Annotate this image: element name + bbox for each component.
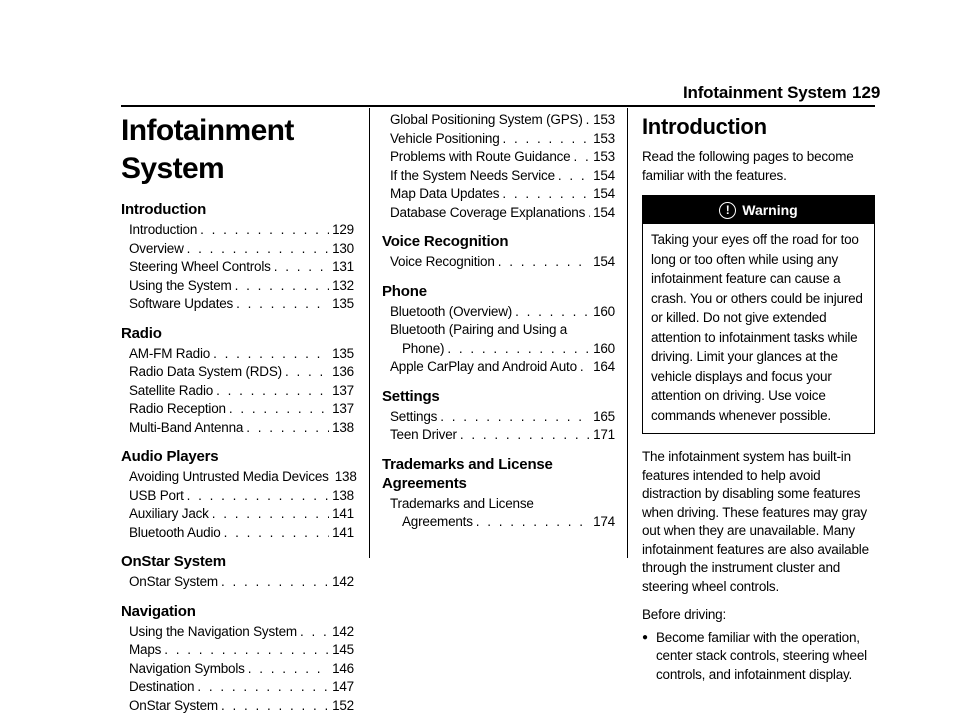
toc-entry-label: Global Positioning System (GPS) <box>390 111 583 130</box>
toc-section-heading: Trademarks and License Agreements <box>382 455 615 493</box>
toc-entry-label: Radio Reception <box>129 400 226 419</box>
toc-entry-page: 145 <box>332 641 354 660</box>
toc-entry <box>382 185 615 204</box>
toc-leader-dots <box>502 185 590 204</box>
introduction-body: The infotainment system has built-in features intended to help avoid distraction by disabling some features when driving. These features may gray out when they are unavailable. Many infotainment features are also available through the instrument cluster and steering wheel controls. <box>642 448 875 596</box>
toc-entry <box>382 130 615 149</box>
toc-section-radio <box>121 324 354 438</box>
before-driving-label: Before driving: <box>642 606 875 625</box>
toc-entry-page: 147 <box>332 678 354 697</box>
toc-leader-dots <box>285 363 329 382</box>
toc-leader-dots <box>246 419 329 438</box>
toc-section-introduction <box>121 200 354 314</box>
toc-entry <box>121 258 354 277</box>
toc-leader-dots <box>235 277 329 296</box>
toc-entry-label: Radio Data System (RDS) <box>129 363 282 382</box>
toc-leader-dots <box>164 641 329 660</box>
toc-entry-page: 142 <box>332 623 354 642</box>
toc-section-phone <box>382 282 615 377</box>
toc-entry-label: Settings <box>390 408 437 427</box>
toc-entry-page: 142 <box>332 573 354 592</box>
toc-leader-dots <box>476 513 590 532</box>
toc-entry <box>121 382 354 401</box>
toc-entry-label: AM-FM Radio <box>129 345 210 364</box>
toc-entry <box>382 111 615 130</box>
toc-entry <box>382 303 615 322</box>
toc-entry-label: USB Port <box>129 487 184 506</box>
toc-entry-label: Software Updates <box>129 295 233 314</box>
toc-entry-page: 171 <box>593 426 615 445</box>
toc-entry-label: Trademarks and License <box>382 495 615 514</box>
toc-entry-page: 135 <box>332 345 354 364</box>
toc-entry-label: Vehicle Positioning <box>390 130 500 149</box>
toc-leader-dots <box>197 678 329 697</box>
page-number: 129 <box>852 83 880 103</box>
toc-entry-label: Voice Recognition <box>390 253 495 272</box>
toc-entry-label: Bluetooth (Pairing and Using a <box>382 321 615 340</box>
toc-leader-dots <box>200 221 329 240</box>
toc-entry-page: 164 <box>593 358 615 377</box>
toc-entry-label: Overview <box>129 240 184 259</box>
toc-leader-dots <box>216 382 329 401</box>
toc-entry <box>382 408 615 427</box>
toc-entry <box>121 419 354 438</box>
toc-entry <box>121 363 354 382</box>
toc-entry-page: 160 <box>593 303 615 322</box>
toc-entry-page: 154 <box>593 204 615 223</box>
toc-leader-dots <box>187 487 329 506</box>
toc-entry-label: Navigation Symbols <box>129 660 245 679</box>
toc-entry-list <box>121 221 354 314</box>
toc-leader-dots <box>503 130 591 149</box>
toc-entry-page: 154 <box>593 253 615 272</box>
bullet-list <box>642 629 875 685</box>
toc-leader-dots <box>515 303 590 322</box>
toc-entry <box>121 295 354 314</box>
toc-entry-page: 129 <box>332 221 354 240</box>
toc-entry-label: Introduction <box>129 221 197 240</box>
toc-entry <box>382 426 615 445</box>
toc-leader-dots <box>212 505 329 524</box>
toc-entry-label: Database Coverage Explanations <box>390 204 585 223</box>
warning-text: Taking your eyes off the road for too long or too often while using any infotainment feature can cause a crash. You or others could be injured or killed. Do not give extended attention to infotainment tasks while driving. Limit your glances at the vehicle displays and focus your attention on driving. Use voice commands whenever possible. <box>643 224 874 433</box>
toc-entry-label: Map Data Updates <box>390 185 499 204</box>
toc-entry-list <box>382 253 615 272</box>
toc-entry-page: 153 <box>593 111 615 130</box>
warning-box <box>642 195 875 434</box>
toc-entry-page: 136 <box>332 363 354 382</box>
toc-entry-label: OnStar System <box>129 697 218 715</box>
toc-entry-label: Bluetooth Audio <box>129 524 221 543</box>
toc-entry <box>121 697 354 715</box>
toc-leader-dots <box>248 660 329 679</box>
toc-entry-page: 132 <box>332 277 354 296</box>
toc-entry <box>121 660 354 679</box>
warning-icon: ! <box>719 202 736 219</box>
toc-entry-list <box>121 623 354 715</box>
toc-entry-label: Destination <box>129 678 194 697</box>
toc-entry-label: Using the System <box>129 277 232 296</box>
toc-entry-label: Problems with Route Guidance <box>390 148 571 167</box>
toc-entry-list <box>382 111 615 222</box>
toc-leader-dots <box>440 408 590 427</box>
toc-section-heading: Phone <box>382 282 615 301</box>
toc-section-heading: Introduction <box>121 200 354 219</box>
toc-section-trademarks <box>382 455 615 532</box>
toc-entry-page: 154 <box>593 185 615 204</box>
toc-entry-page: 152 <box>332 697 354 715</box>
column-divider <box>369 108 370 558</box>
toc-section-onstar <box>121 552 354 592</box>
toc-entry <box>382 204 615 223</box>
bullet-icon: ● <box>642 629 656 685</box>
toc-entry <box>382 340 615 359</box>
toc-section-voice-recognition <box>382 232 615 272</box>
toc-entry-list <box>382 408 615 445</box>
toc-entry-page: 135 <box>332 295 354 314</box>
toc-entry <box>121 240 354 259</box>
toc-leader-dots <box>588 204 590 223</box>
column-divider <box>627 108 628 558</box>
toc-entry-page: 137 <box>332 382 354 401</box>
toc-entry-page: 146 <box>332 660 354 679</box>
toc-section-navigation <box>121 602 354 715</box>
toc-leader-dots <box>498 253 590 272</box>
bullet-item <box>642 629 875 685</box>
toc-entry-label: If the System Needs Service <box>390 167 555 186</box>
toc-entry <box>121 573 354 592</box>
toc-leader-dots <box>229 400 329 419</box>
introduction-lead: Read the following pages to become familiar with the features. <box>642 148 875 185</box>
toc-leader-dots <box>447 340 590 359</box>
toc-entry <box>382 513 615 532</box>
toc-leader-dots <box>213 345 329 364</box>
bullet-text: Become familiar with the operation, center stack controls, steering wheel controls, and infotainment display. <box>656 629 875 685</box>
toc-entry-page: 130 <box>332 240 354 259</box>
toc-entry-label: Satellite Radio <box>129 382 213 401</box>
toc-leader-dots <box>187 240 329 259</box>
toc-entry-page: 141 <box>332 505 354 524</box>
toc-entry <box>121 277 354 296</box>
toc-entry <box>121 221 354 240</box>
toc-entry-page: 137 <box>332 400 354 419</box>
toc-leader-dots <box>224 524 329 543</box>
toc-entry <box>382 148 615 167</box>
toc-section-audio-players <box>121 447 354 542</box>
toc-section-heading: Navigation <box>121 602 354 621</box>
toc-leader-dots <box>574 148 591 167</box>
toc-section-heading: Audio Players <box>121 447 354 466</box>
toc-entry-label: Bluetooth (Overview) <box>390 303 512 322</box>
toc-section-heading: Radio <box>121 324 354 343</box>
toc-entry-page: 138 <box>332 487 354 506</box>
toc-entry-list <box>121 573 354 592</box>
toc-entry-list <box>121 468 354 542</box>
toc-leader-dots <box>236 295 329 314</box>
toc-leader-dots <box>580 358 590 377</box>
warning-title: Warning <box>742 202 797 218</box>
toc-entry-label: Auxiliary Jack <box>129 505 209 524</box>
toc-entry <box>121 641 354 660</box>
toc-leader-dots <box>460 426 590 445</box>
toc-entry <box>382 253 615 272</box>
toc-entry-label: Phone) <box>402 340 444 359</box>
warning-header <box>643 196 874 224</box>
toc-entry-page: 153 <box>593 148 615 167</box>
toc-leader-dots <box>558 167 590 186</box>
toc-section-heading: Voice Recognition <box>382 232 615 251</box>
toc-entry-label: Using the Navigation System <box>129 623 297 642</box>
toc-leader-dots <box>221 573 329 592</box>
toc-entry-list <box>121 345 354 438</box>
toc-entry <box>121 487 354 506</box>
toc-entry-page: 138 <box>332 419 354 438</box>
toc-entry-page: 141 <box>332 524 354 543</box>
toc-entry-label: Steering Wheel Controls <box>129 258 271 277</box>
toc-section-heading: Settings <box>382 387 615 406</box>
toc-entry <box>121 345 354 364</box>
toc-entry-label: Multi-Band Antenna <box>129 419 243 438</box>
toc-entry <box>121 505 354 524</box>
toc-leader-dots <box>586 111 590 130</box>
toc-entry <box>121 468 354 487</box>
toc-section-heading: OnStar System <box>121 552 354 571</box>
running-header-title: Infotainment System <box>683 83 846 103</box>
toc-entry-page: 138 <box>335 468 357 487</box>
toc-entry-list <box>382 303 615 322</box>
header-rule <box>121 105 875 107</box>
toc-entry <box>121 524 354 543</box>
toc-entry <box>121 623 354 642</box>
toc-entry-page: 153 <box>593 130 615 149</box>
toc-column-1 <box>121 108 354 715</box>
toc-entry-label: Apple CarPlay and Android Auto <box>390 358 577 377</box>
introduction-heading: Introduction <box>642 114 875 140</box>
toc-entry <box>382 167 615 186</box>
toc-leader-dots <box>300 623 329 642</box>
toc-entry-page: 174 <box>593 513 615 532</box>
introduction-column <box>642 108 875 684</box>
toc-leader-dots <box>221 697 329 715</box>
toc-entry-page: 154 <box>593 167 615 186</box>
toc-entry <box>121 678 354 697</box>
toc-entry-label: OnStar System <box>129 573 218 592</box>
toc-entry-page: 160 <box>593 340 615 359</box>
document-title: Infotainment System <box>121 112 354 188</box>
toc-entry-label: Maps <box>129 641 161 660</box>
toc-entry-page: 165 <box>593 408 615 427</box>
toc-entry <box>382 358 615 377</box>
toc-column-2 <box>382 108 615 532</box>
toc-entry-page: 131 <box>332 258 354 277</box>
toc-leader-dots <box>274 258 329 277</box>
toc-entry <box>121 400 354 419</box>
toc-entry-label: Teen Driver <box>390 426 457 445</box>
toc-entry-label: Avoiding Untrusted Media Devices <box>129 468 329 487</box>
toc-section-settings <box>382 387 615 445</box>
toc-entry-label: Agreements <box>402 513 473 532</box>
